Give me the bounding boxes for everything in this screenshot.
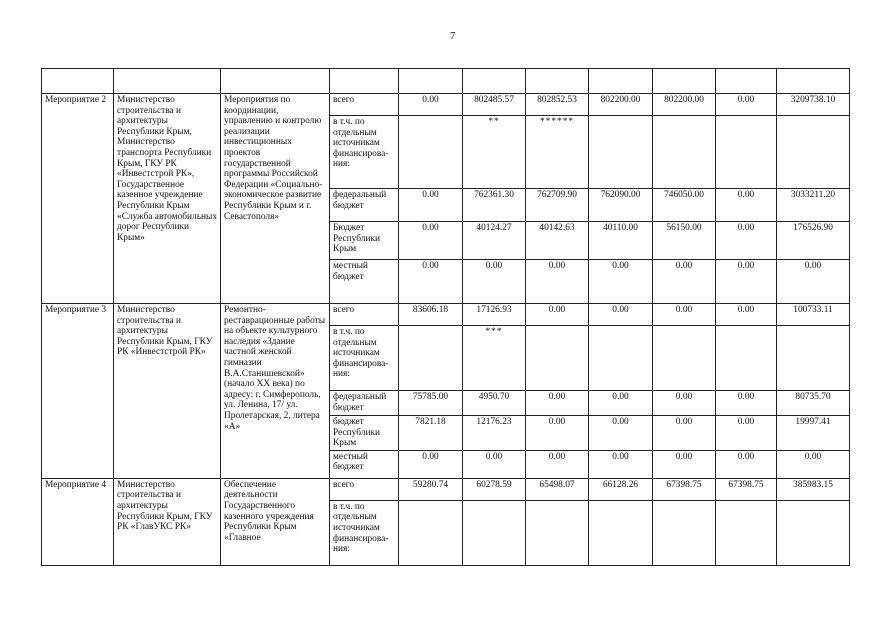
- amount-cell: 56150.00: [653, 222, 716, 260]
- amount-cell: 762361.30: [463, 189, 526, 222]
- table-row: [42, 94, 850, 116]
- amount-cell: 0.00: [589, 304, 653, 326]
- executors-cell: Министерство строительства и архитектуры Республики Крым, ГКУ РК «Инвестстрой РК»: [114, 304, 221, 479]
- header-cell: [463, 69, 526, 94]
- event-name-cell: Мероприятие 2: [42, 94, 114, 304]
- header-cell: [42, 69, 114, 94]
- amount-cell: [777, 326, 850, 391]
- amount-cell: [777, 500, 850, 565]
- amount-cell: 60278.59: [463, 478, 526, 500]
- amount-cell: 67398.75: [653, 478, 716, 500]
- amount-cell: 762090.00: [589, 189, 653, 222]
- amount-cell: 4950.70: [463, 391, 526, 416]
- amount-cell: 59280.74: [399, 478, 463, 500]
- amount-cell: [526, 326, 589, 391]
- amount-cell: 0.00: [716, 94, 777, 116]
- header-row: [42, 69, 850, 94]
- amount-cell: 0.00: [526, 450, 589, 478]
- amount-cell: 762709.90: [526, 189, 589, 222]
- amount-cell: [399, 500, 463, 565]
- amount-cell: 746050.00: [653, 189, 716, 222]
- amount-cell: [399, 116, 463, 189]
- amount-cell: 0.00: [777, 450, 850, 478]
- amount-cell: 83606.18: [399, 304, 463, 326]
- amount-cell: [526, 500, 589, 565]
- funding-source-label: в т.ч. по отдельным источникам финансирова-ния:: [330, 326, 399, 391]
- amount-cell: 0.00: [589, 260, 653, 304]
- funding-source-label: бюджет Республики Крым: [330, 416, 399, 451]
- executors-cell: Министерство строительства и архитектуры Республики Крым, Министерство транспорта Республики Крым, ГКУ РК «Инвестстрой РК», Государственное казенное учреждение Республики Крым «Служба автомобильных дорог Республики Крым»: [114, 94, 221, 304]
- amount-cell: 0.00: [399, 94, 463, 116]
- amount-cell: [463, 500, 526, 565]
- header-cell: [114, 69, 221, 94]
- amount-cell: 40110.00: [589, 222, 653, 260]
- amount-cell: 40124.27: [463, 222, 526, 260]
- amount-cell: [399, 326, 463, 391]
- amount-cell: 0.00: [526, 416, 589, 451]
- amount-cell: [653, 116, 716, 189]
- amount-cell: 40142.63: [526, 222, 589, 260]
- amount-cell: 0.00: [399, 450, 463, 478]
- amount-cell: 0.00: [399, 189, 463, 222]
- amount-cell: 80735.70: [777, 391, 850, 416]
- amount-cell: 17126.93: [463, 304, 526, 326]
- amount-cell: 385983.15: [777, 478, 850, 500]
- funding-source-label: всего: [330, 304, 399, 326]
- funding-source-label: Бюджет Республики Крым: [330, 222, 399, 260]
- amount-cell: 0.00: [399, 260, 463, 304]
- amount-cell: [589, 500, 653, 565]
- page-number: 7: [450, 30, 456, 42]
- funding-source-label: в т.ч. по отдельным источникам финансирова-ния:: [330, 500, 399, 565]
- funding-source-label: в т.ч. по отдельным источникам финансирова-ния:: [330, 116, 399, 189]
- amount-cell: [653, 500, 716, 565]
- header-cell: [589, 69, 653, 94]
- funding-source-label: местный бюджет: [330, 450, 399, 478]
- amount-cell: 19997.41: [777, 416, 850, 451]
- amount-cell: [653, 326, 716, 391]
- amount-cell: 7821.18: [399, 416, 463, 451]
- header-cell: [526, 69, 589, 94]
- amount-cell: 0.00: [653, 304, 716, 326]
- amount-cell: 67398.75: [716, 478, 777, 500]
- amount-cell: 0.00: [716, 222, 777, 260]
- amount-cell: 0.00: [463, 260, 526, 304]
- executors-cell: Министерство строительства и архитектуры Республики Крым, ГКУ РК «ГлавУКС РК»: [114, 478, 221, 565]
- amount-cell: 0.00: [716, 304, 777, 326]
- amount-cell: [716, 326, 777, 391]
- amount-cell: 802485.57: [463, 94, 526, 116]
- header-cell: [653, 69, 716, 94]
- amount-cell: 0.00: [399, 222, 463, 260]
- amount-cell: 0.00: [589, 391, 653, 416]
- description-cell: Ремонтно-реставрационные работы на объекте культурного наследия «Здание частной женской гимназии В.А.Станишевской» (начало XX века) по адресу: г. Симферополь, ул. Ленина, 17/ ул. Пролетарская, 2, литера «А»: [221, 304, 330, 479]
- funding-source-label: федеральный бюджет: [330, 391, 399, 416]
- amount-cell: 0.00: [526, 304, 589, 326]
- amount-cell: 0.00: [653, 416, 716, 451]
- amount-cell: 0.00: [716, 391, 777, 416]
- amount-cell: 0.00: [526, 391, 589, 416]
- amount-cell: 12176.23: [463, 416, 526, 451]
- amount-cell: 802852.53: [526, 94, 589, 116]
- amount-cell: 0.00: [526, 260, 589, 304]
- description-cell: Мероприятия по координации, управлению и контролю реализации инвестиционных проектов государственной программы Российской Федерации «Социально-экономическое развитие Республики Крым и г. Севастополя»: [221, 94, 330, 304]
- amount-cell: **: [463, 116, 526, 189]
- amount-cell: [777, 116, 850, 189]
- amount-cell: [589, 326, 653, 391]
- amount-cell: 0.00: [716, 416, 777, 451]
- amount-cell: ******: [526, 116, 589, 189]
- amount-cell: 0.00: [716, 189, 777, 222]
- amount-cell: 0.00: [463, 450, 526, 478]
- amount-cell: 0.00: [653, 450, 716, 478]
- header-cell: [777, 69, 850, 94]
- header-cell: [399, 69, 463, 94]
- amount-cell: 176526.90: [777, 222, 850, 260]
- amount-cell: 0.00: [716, 260, 777, 304]
- table-row: [42, 304, 850, 326]
- table-row: [42, 478, 850, 500]
- budget-table: [41, 68, 850, 566]
- event-name-cell: Мероприятие 3: [42, 304, 114, 479]
- event-name-cell: Мероприятие 4: [42, 478, 114, 565]
- funding-source-label: всего: [330, 94, 399, 116]
- amount-cell: 0.00: [777, 260, 850, 304]
- amount-cell: 0.00: [653, 260, 716, 304]
- header-cell: [330, 69, 399, 94]
- amount-cell: 0.00: [589, 450, 653, 478]
- amount-cell: 75785.00: [399, 391, 463, 416]
- amount-cell: ***: [463, 326, 526, 391]
- header-cell: [716, 69, 777, 94]
- description-cell: Обеспечение деятельности Государственного казенного учреждения Республики Крым «Главное: [221, 478, 330, 565]
- amount-cell: 802200.00: [589, 94, 653, 116]
- amount-cell: 802200.00: [653, 94, 716, 116]
- amount-cell: 3209738.10: [777, 94, 850, 116]
- amount-cell: 0.00: [653, 391, 716, 416]
- funding-source-label: федеральный бюджет: [330, 189, 399, 222]
- amount-cell: [716, 116, 777, 189]
- amount-cell: [589, 116, 653, 189]
- amount-cell: 0.00: [716, 450, 777, 478]
- amount-cell: 3033211.20: [777, 189, 850, 222]
- funding-source-label: всего: [330, 478, 399, 500]
- header-cell: [221, 69, 330, 94]
- funding-source-label: местный бюджет: [330, 260, 399, 304]
- amount-cell: [716, 500, 777, 565]
- amount-cell: 100733.11: [777, 304, 850, 326]
- amount-cell: 0.00: [589, 416, 653, 451]
- amount-cell: 65498.07: [526, 478, 589, 500]
- amount-cell: 66128.26: [589, 478, 653, 500]
